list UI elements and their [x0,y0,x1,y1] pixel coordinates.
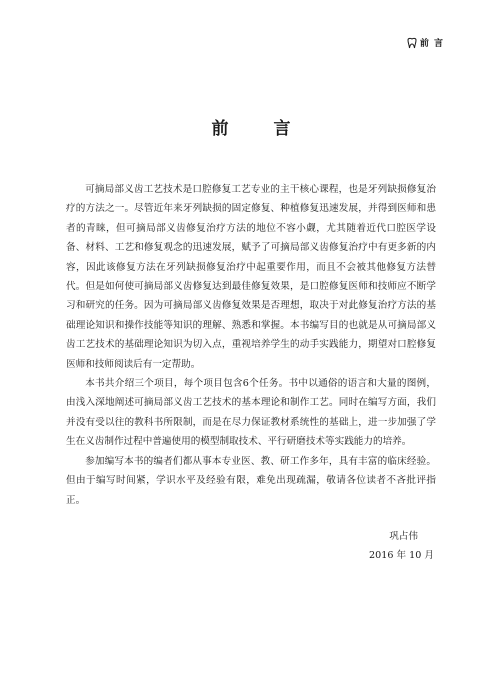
signature-block [369,527,434,566]
paragraph-2: 本书共介绍三个项目，每个项目包含6个任务。书中以通俗的语言和大量的图例，由浅入深地阐述可摘局部义齿工艺技术的基本理论和制作工艺。同时在编写方面，我们并没有受以往的教科书所限制，而是在尽力保证教材系统性的基础上，进一步加强了学生在义齿制作过程中普遍使用的模型制取技术、平行研磨技术等实践能力的培养。 [66,378,436,448]
preface-body [66,180,436,510]
paragraph-1: 可摘局部义齿工艺技术是口腔修复工艺专业的主干核心课程，也是牙列缺损修复治疗的方法之一。尽管近年来牙列缺损的固定修复、种植修复迅速发展，并得到医师和患者的青睐，但可摘局部义齿修复治疗方法的地位不容小觑，尤其随着近代口腔医学设备、材料、工艺和修复观念的迅速发展，赋予了可摘局部义齿修复治疗中有更多新的内容，因此该修复方法在牙列缺损修复治疗中起重要作用，而且不会被其他修复方法替代。但是如何使可摘局部义齿修复达到最佳修复效果，是口腔修复医师和技师应不断学习和研究的任务。因为可摘局部义齿修复效果是否理想，取决于对此修复治疗方法的基础理论知识和操作技能等知识的理解、熟悉和掌握。本书编写目的也就是从可摘局部义齿工艺技术的基础理论知识为切入点，重视培养学生的动手实践能力，期望对口腔修复医师和技师阅读后有一定帮助。 [66,184,436,370]
running-header [406,36,444,49]
author-name: 巩占伟 [389,531,418,542]
paragraph-3: 参加编写本书的编者们都从事本专业医、教、研工作多年，具有丰富的临床经验。但由于编写时间紧，学识水平及经验有限，难免出现疏漏，敬请各位读者不吝批评指正。 [66,455,436,506]
signature-date: 2016 年 10 月 [369,550,434,562]
page-title: 前 言 [211,119,305,139]
tooth-icon [406,37,418,49]
header-label: 前 言 [419,39,444,49]
